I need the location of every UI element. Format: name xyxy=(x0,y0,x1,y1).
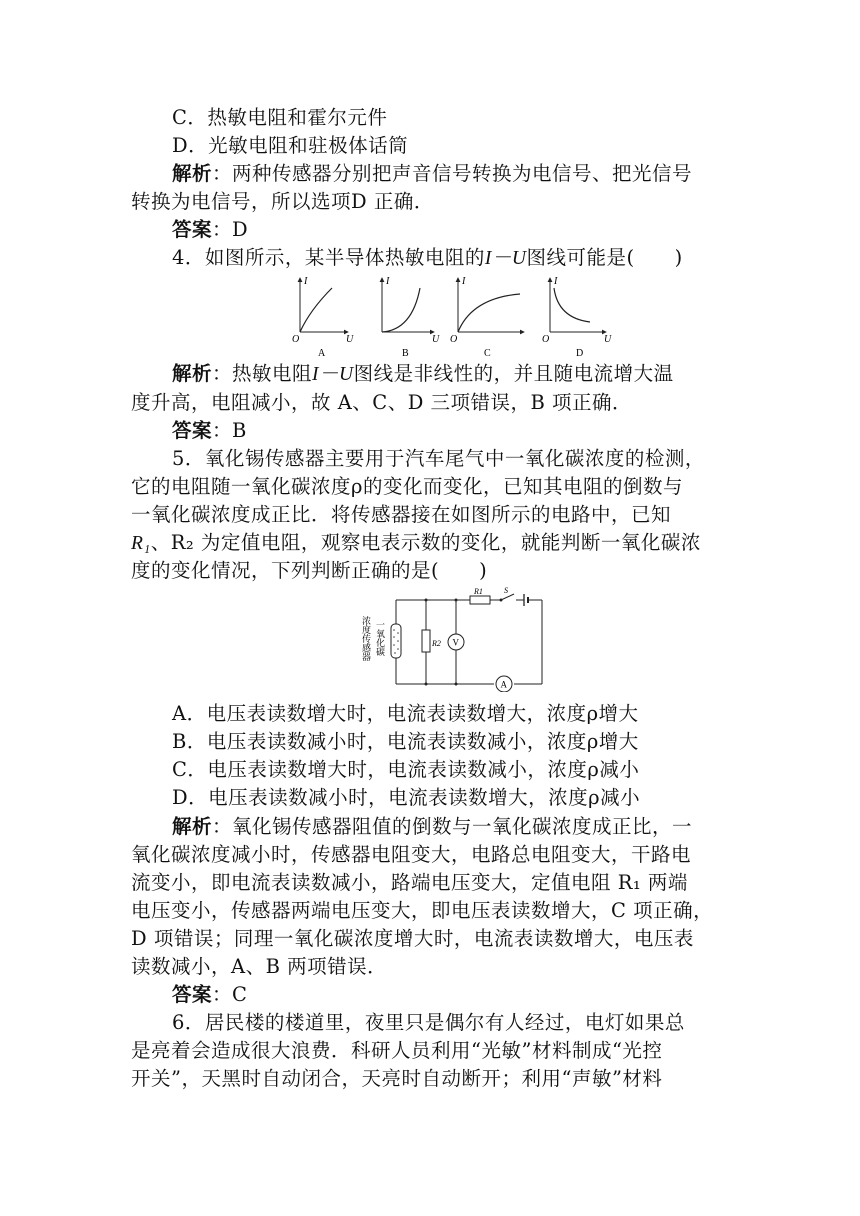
analysis-5-line5: D 项错误；同理一氧化碳浓度增大时，电流表读数增大，电压表 xyxy=(131,927,694,950)
question-6-line2: 是亮着会造成很大浪费．科研人员利用“光敏”材料制成“光控 xyxy=(131,1039,663,1062)
sensor-label-2: 浓度传感器 xyxy=(361,616,371,661)
graph-a-ylabel: I xyxy=(304,276,308,287)
option-c: C．电压表读数增大时，电流表读数减小，浓度ρ减小 xyxy=(172,758,640,781)
answer-4: 答案：B xyxy=(172,419,247,442)
graph-c-id: C xyxy=(484,348,491,359)
graph-d-origin: O xyxy=(542,334,550,345)
graph-a-id: A xyxy=(318,348,326,359)
graph-b-id: B xyxy=(402,348,409,359)
graph-c xyxy=(450,276,524,359)
question-5-line1: 5．氧化锡传感器主要用于汽车尾气中一氧化碳浓度的检测， xyxy=(172,447,705,470)
circuit-figure xyxy=(352,586,552,696)
voltmeter-label: V xyxy=(452,637,459,648)
r1-label: R1 xyxy=(474,587,483,596)
analysis-5-line4: 电压变小，传感器两端电压变大，即电压表读数增大，C 项正确， xyxy=(131,899,714,922)
graph-d-xlabel: U xyxy=(604,334,612,345)
iu-graphs-figure xyxy=(286,274,622,364)
question-4: 4．如图所示，某半导体热敏电阻的I－U图线可能是( ) xyxy=(172,246,683,269)
question-6-line3: 开关”，天黑时自动闭合，天亮时自动断开；利用“声敏”材料 xyxy=(131,1067,663,1090)
graph-d xyxy=(542,276,612,359)
analysis-3-line1: 解析：两种传感器分别把声音信号转换为电信号、把光信号 xyxy=(172,162,693,185)
graph-d-ylabel: I xyxy=(554,276,558,287)
graph-d-id: D xyxy=(576,348,584,359)
question-5-line2: 它的电阻随一氧化碳浓度ρ的变化而变化，已知其电阻的倒数与 xyxy=(131,475,683,498)
question-5-line4: R₁、R₂ 为定值电阻，观察电表示数的变化，就能判断一氧化碳浓 xyxy=(131,531,701,554)
option-d-prev: D．光敏电阻和驻极体话筒 xyxy=(172,134,409,157)
switch-label: S xyxy=(504,586,508,595)
graph-c-origin: O xyxy=(450,334,458,345)
graph-b-xlabel: U xyxy=(432,334,440,345)
r2-label: R2 xyxy=(432,639,441,648)
analysis-5-line1: 解析：氧化锡传感器阻值的倒数与一氧化碳浓度成正比，一 xyxy=(172,815,693,838)
question-5-line5: 度的变化情况，下列判断正确的是( ) xyxy=(131,559,488,582)
analysis-5-line6: 读数减小，A、B 两项错误． xyxy=(131,955,388,978)
answer-3: 答案：D xyxy=(172,218,249,241)
sensor-label-1: 一氧化碳 xyxy=(375,620,385,656)
question-6-line1: 6．居民楼的楼道里，夜里只是偶尔有人经过，电灯如果总 xyxy=(172,1011,685,1034)
question-5-line3: 一氧化碳浓度成正比．将传感器接在如图所示的电路中，已知 xyxy=(131,503,672,526)
graph-b xyxy=(382,276,440,359)
iu-graphs-svg xyxy=(286,274,622,360)
analysis-4-line1: 解析：热敏电阻I－U图线是非线性的，并且随电流增大温 xyxy=(172,362,674,385)
option-d: D．电压表读数减小时，电流表读数增大，浓度ρ减小 xyxy=(172,786,641,809)
option-b: B．电压表读数减小时，电流表读数减小，浓度ρ增大 xyxy=(172,730,639,753)
graph-b-ylabel: I xyxy=(386,276,390,287)
ammeter-label: A xyxy=(500,679,507,690)
circuit-svg xyxy=(352,586,552,692)
analysis-3-line2: 转换为电信号，所以选项D 正确． xyxy=(131,190,434,213)
analysis-5-line2: 氧化碳浓度减小时，传感器电阻变大，电路总电阻变大，干路电 xyxy=(131,843,692,866)
graph-a-xlabel: U xyxy=(346,334,354,345)
graph-a xyxy=(292,276,354,359)
graph-a-origin: O xyxy=(292,334,300,345)
option-c-prev: C．热敏电阻和霍尔元件 xyxy=(172,106,388,129)
answer-5: 答案：C xyxy=(172,983,248,1006)
graph-c-ylabel: I xyxy=(462,276,466,287)
option-a: A．电压表读数增大时，电流表读数增大，浓度ρ增大 xyxy=(172,702,639,725)
analysis-5-line3: 流变小，即电流表读数减小，路端电压变大，定值电阻 R₁ 两端 xyxy=(131,871,688,894)
analysis-4-line2: 度升高，电阻减小，故 A、C、D 三项错误，B 项正确． xyxy=(131,391,633,414)
